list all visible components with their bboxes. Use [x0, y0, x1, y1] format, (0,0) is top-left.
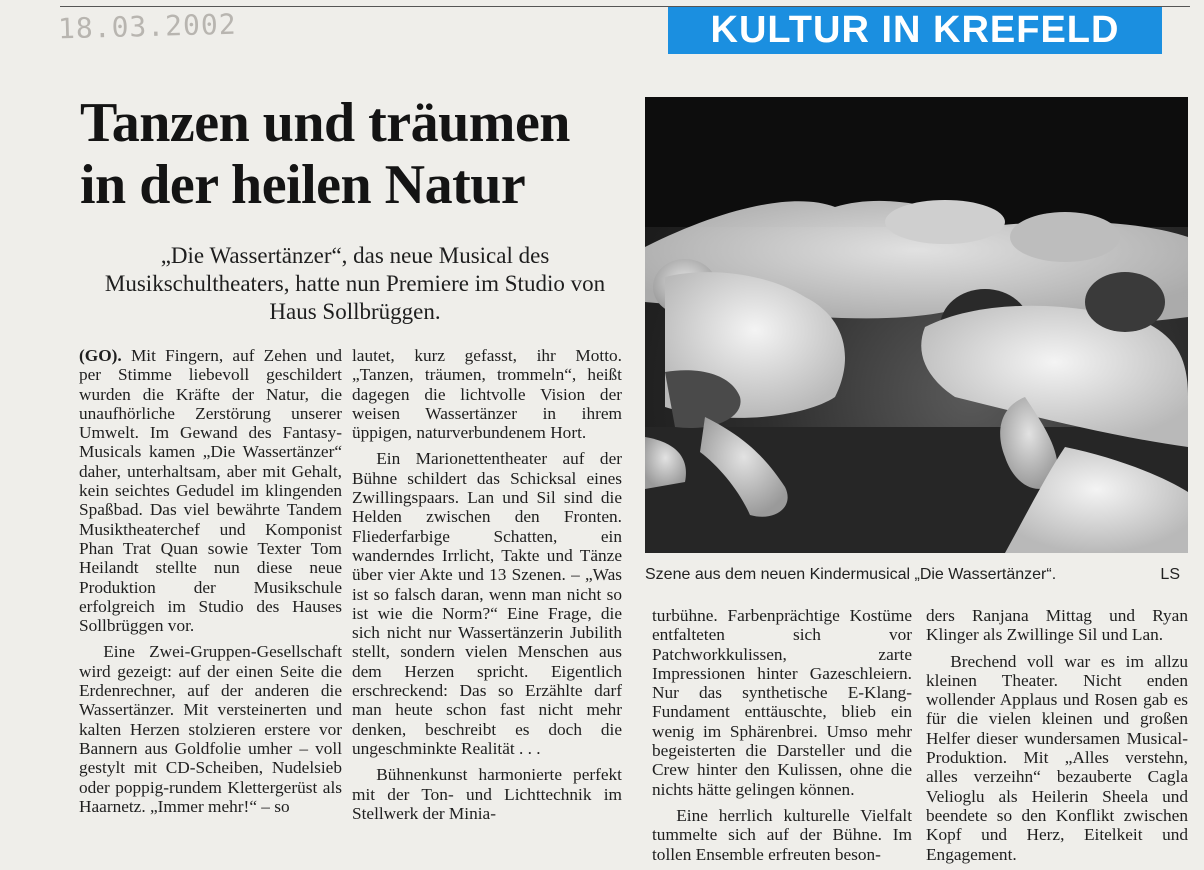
- article-paragraph: Brechend voll war es im allzu kleinen Theater. Nicht enden wollender Applaus und Rosen gab es für die vielen kleinen und großen Helfer dieser wundersamen Musical-Produktion. Mit „Alles verstehn, alles verzeihn“ bezauberte Cagla Velioglu als Heilerin Sheela und beendete so den Konflikt zwischen Kopf und Herz, Eitelkeit und Engagement.: [926, 651, 1188, 864]
- article-paragraph: Bühnenkunst harmonierte perfekt mit der Ton- und Lichttechnik im Stellwerk der Minia-: [352, 765, 622, 823]
- child-figure: [885, 200, 1005, 244]
- child-figure: [1010, 212, 1120, 262]
- article-column-2: [352, 346, 622, 823]
- date-stamp: 18.03.2002: [57, 7, 237, 46]
- headline-line-2: in der heilen Natur: [80, 154, 526, 216]
- photo-credit: LS: [1160, 566, 1180, 583]
- subheadline: „Die Wassertänzer“, das neue Musical des Musikschultheaters, hatte nun Premiere im Studio von Haus Sollbrüggen.: [104, 243, 606, 324]
- article-paragraph: ders Ranjana Mittag und Ryan Klinger als Zwillinge Sil und Lan.: [926, 606, 1188, 645]
- photo-illustration: [645, 97, 1188, 553]
- article-paragraph: lautet, kurz gefasst, ihr Motto. „Tanzen, träumen, trommeln“, heißt dagegen die lichtvolle Vision der weisen Wassertänzer in ihrem üppigen, naturverbundenem Hort.: [352, 346, 622, 443]
- caption-text: Szene aus dem neuen Kindermusical „Die Wassertänzer“.: [645, 566, 1057, 583]
- child-figure: [921, 306, 1188, 447]
- article-paragraph: Eine Zwei-Gruppen-Gesellschaft wird gezeigt: auf der einen Seite die Erdenrechner, auf der anderen die Wassertänzer. Mit versteinerten und kalten Herzen stolzieren erstere vor Bannern aus Goldfolie umher – voll gestylt mit CD-Scheiben, Nudelsieb oder poppig-rundem Klettergerüst als Haarnetz. „Immer mehr!“ – so: [79, 642, 342, 816]
- article-paragraph: [79, 346, 342, 635]
- article-photo: [645, 97, 1188, 553]
- child-head: [1085, 272, 1165, 332]
- article-column-4: [926, 606, 1188, 864]
- dateline: (GO).: [79, 346, 122, 365]
- headline: [80, 92, 640, 216]
- article-column-3: [652, 606, 912, 864]
- article-column-1: [79, 346, 342, 816]
- photo-caption: [645, 566, 1188, 584]
- section-banner: KULTUR IN KREFELD: [668, 7, 1162, 54]
- article-paragraph: Eine herrlich kulturelle Vielfalt tummelte sich auf der Bühne. Im tollen Ensemble erfreuten beson-: [652, 805, 912, 864]
- article-paragraph: turbühne. Farbenprächtige Kostüme entfalteten sich vor Patchworkkulissen, zarte Impressionen hinter Gazeschleiern. Nur das synthetische E-Klang-Fundament enttäuschte, blieb ein wenig im Sphärenbrei. Umso mehr begeisterten die Darsteller und die Crew hinter den Kulissen, ohne die nichts hätte gelingen können.: [652, 606, 912, 799]
- article-paragraph: Ein Marionettentheater auf der Bühne schildert das Schicksal eines Zwillingspaars. Lan und Sil sind die Helden zwischen den Fronten. Fliederfarbige Schatten, ein wanderndes Irrlicht, Takte und Tänze über vier Akte und 13 Szenen. – „Was ist so falsch daran, wenn man nicht so ist wie die Norm?“ Eine Frage, die sich nicht nur Wassertänzerin Jubilith stellt, sondern vielen Menschen aus dem Herzen spricht. Eigentlich erschreckend: Das so Erzählte darf man heute schon fast nicht mehr denken, beschreibt es doch die ungeschminkte Realität . . .: [352, 449, 622, 758]
- paragraph-text: Mit Fingern, auf Zehen und per Stimme liebevoll geschildert wurden die Kräfte der Natur, die unaufhörliche Zerstörung unserer Umwelt. Im Gewand des Fantasy-Musicals kamen „Die Wassertänzer“ daher, unterhaltsam, aber mit Gehalt, kein seichtes Gedudel im klingenden Spaßbad. Das viel bewährte Tandem Musiktheaterchef und Komponist Phan Trat Quan sowie Texter Tom Heilandt stellte nun diese neue Produktion der Musikschule erfolgreich im Studio des Hauses Sollbrüggen vor.: [79, 346, 342, 636]
- headline-line-1: Tanzen und träumen: [80, 92, 570, 154]
